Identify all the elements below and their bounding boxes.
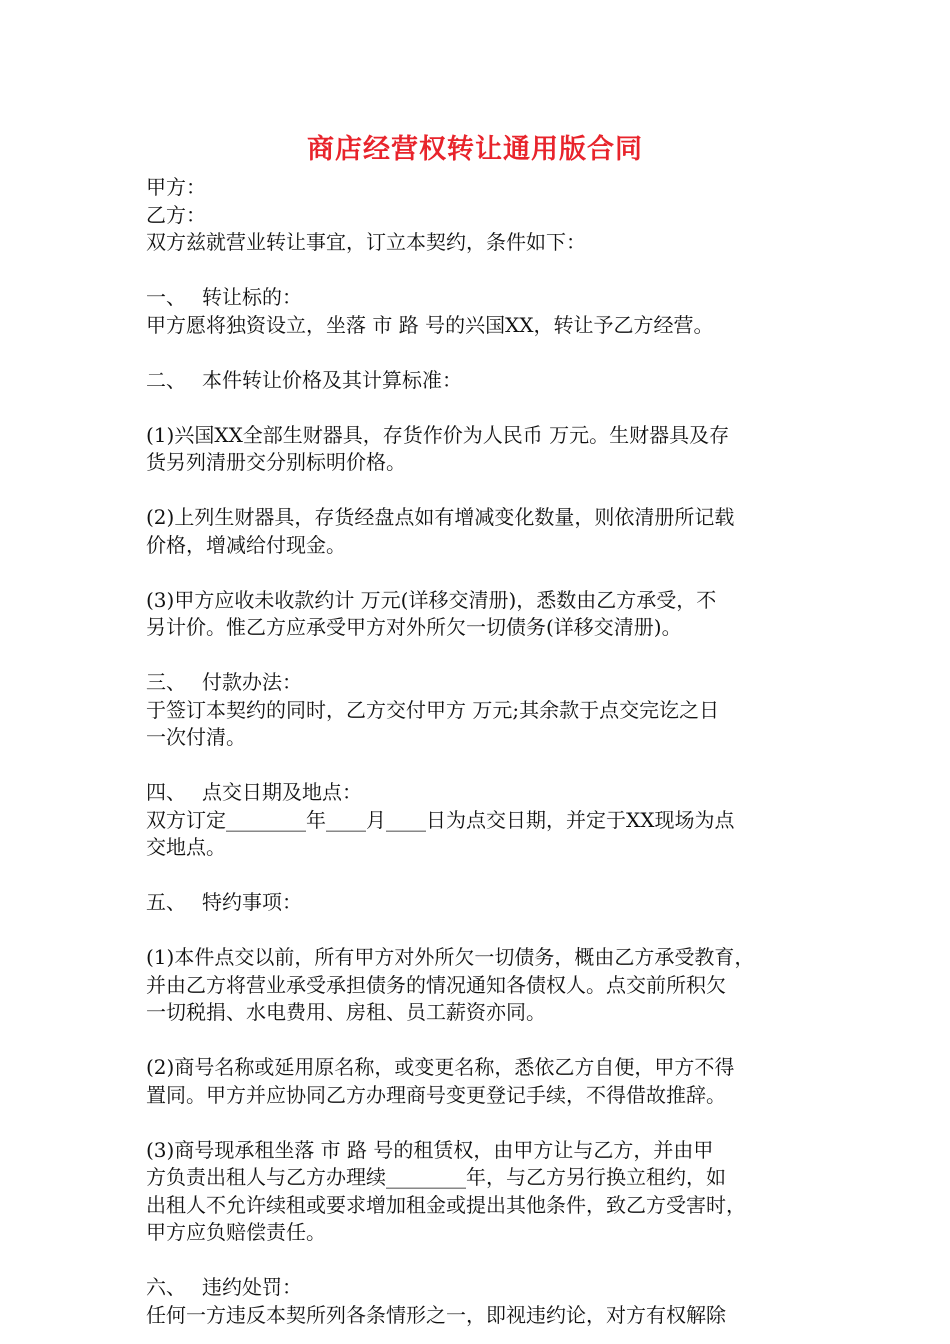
section-6-heading bbox=[146, 1274, 814, 1302]
paragraph-line: (3)商号现承租坐落 市 路 号的租赁权，由甲方让与乙方，并由甲 bbox=[146, 1137, 714, 1162]
paragraph-line: 双方订定________年____月____日为点交日期，并定于XX现场为点 bbox=[146, 807, 735, 832]
party-b-line: 乙方： bbox=[146, 202, 206, 227]
paragraph-line: 出租人不允许续租或要求增加租金或提出其他条件，致乙方受害时， bbox=[146, 1192, 746, 1217]
contract-title: 商店经营权转让通用版合同 bbox=[307, 134, 643, 165]
section-5-heading bbox=[146, 889, 814, 917]
section-number: 四、 bbox=[146, 780, 186, 804]
section-title: 特约事项： bbox=[202, 890, 302, 914]
spacer bbox=[146, 917, 814, 945]
spacer bbox=[146, 1027, 814, 1055]
paragraph-line: 货另列清册交分别标明价格。 bbox=[146, 450, 406, 474]
section-title: 付款办法： bbox=[202, 670, 302, 694]
paragraph-line: 价格，增减给付现金。 bbox=[146, 532, 346, 557]
paragraph-line: (3)甲方应收未收款约计 万元(详移交清册)，悉数由乙方承受，不 bbox=[146, 587, 717, 612]
paragraph-line: (1)本件点交以前，所有甲方对外所欠一切债务，概由乙方承受教育， bbox=[146, 945, 755, 969]
paragraph-line: 一切税捐、水电费用、房租、员工薪资亦同。 bbox=[146, 1000, 546, 1024]
section-2-heading bbox=[146, 367, 814, 395]
section-number: 六、 bbox=[146, 1275, 186, 1299]
paragraph-line: 甲方愿将独资设立，坐落 市 路 号的兴国XX，转让予乙方经营。 bbox=[146, 312, 714, 337]
paragraph-line: 置同。甲方并应协同乙方办理商号变更登记手续，不得借故推辞。 bbox=[146, 1082, 726, 1107]
section-3-heading bbox=[146, 669, 814, 697]
section-number: 五、 bbox=[146, 890, 186, 914]
section-number: 二、 bbox=[146, 367, 186, 392]
section-title: 本件转让价格及其计算标准： bbox=[202, 367, 462, 392]
paragraph-line: (2)商号名称或延用原名称，或变更名称，悉依乙方自便，甲方不得 bbox=[146, 1055, 735, 1079]
spacer bbox=[146, 339, 814, 367]
spacer bbox=[146, 862, 814, 890]
spacer bbox=[146, 559, 814, 587]
section-title: 转让标的： bbox=[202, 285, 302, 309]
section-4-heading bbox=[146, 779, 814, 807]
section-title: 点交日期及地点： bbox=[202, 780, 362, 804]
paragraph-line: 于签订本契约的同时，乙方交付甲方 万元;其余款于点交完讫之日 bbox=[146, 697, 720, 722]
paragraph-line: 并由乙方将营业承受承担债务的情况通知各债权人。点交前所积欠 bbox=[146, 972, 726, 997]
paragraph-line: (1)兴国XX全部生财器具，存货作价为人民币 万元。生财器具及存 bbox=[146, 422, 730, 447]
paragraph-line: 任何一方违反本契所列各条情形之一，即视违约论，对方有权解除 bbox=[146, 1302, 726, 1327]
spacer bbox=[146, 477, 814, 505]
spacer bbox=[146, 1247, 814, 1275]
spacer bbox=[146, 394, 814, 422]
spacer bbox=[146, 642, 814, 670]
spacer bbox=[146, 257, 814, 285]
paragraph-line: 方负责出租人与乙方办理续________年，与乙方另行换立租约，如 bbox=[146, 1165, 726, 1189]
section-1-heading bbox=[146, 284, 814, 312]
paragraph-line: 交地点。 bbox=[146, 835, 226, 859]
paragraph-line: (2)上列生财器具，存货经盘点如有增减变化数量，则依清册所记载 bbox=[146, 505, 735, 529]
section-title: 违约处罚： bbox=[202, 1275, 302, 1299]
intro-line: 双方兹就营业转让事宜，订立本契约，条件如下： bbox=[146, 230, 586, 254]
party-a-line: 甲方： bbox=[146, 175, 206, 199]
section-number: 三、 bbox=[146, 670, 186, 694]
paragraph-line: 甲方应负赔偿责任。 bbox=[146, 1220, 326, 1244]
spacer bbox=[146, 1109, 814, 1137]
paragraph-line: 一次付清。 bbox=[146, 725, 246, 749]
paragraph-line: 另计价。惟乙方应承受甲方对外所欠一切债务(详移交清册)。 bbox=[146, 615, 682, 639]
spacer bbox=[146, 752, 814, 780]
section-number: 一、 bbox=[146, 285, 186, 309]
contract-body bbox=[146, 174, 814, 1329]
